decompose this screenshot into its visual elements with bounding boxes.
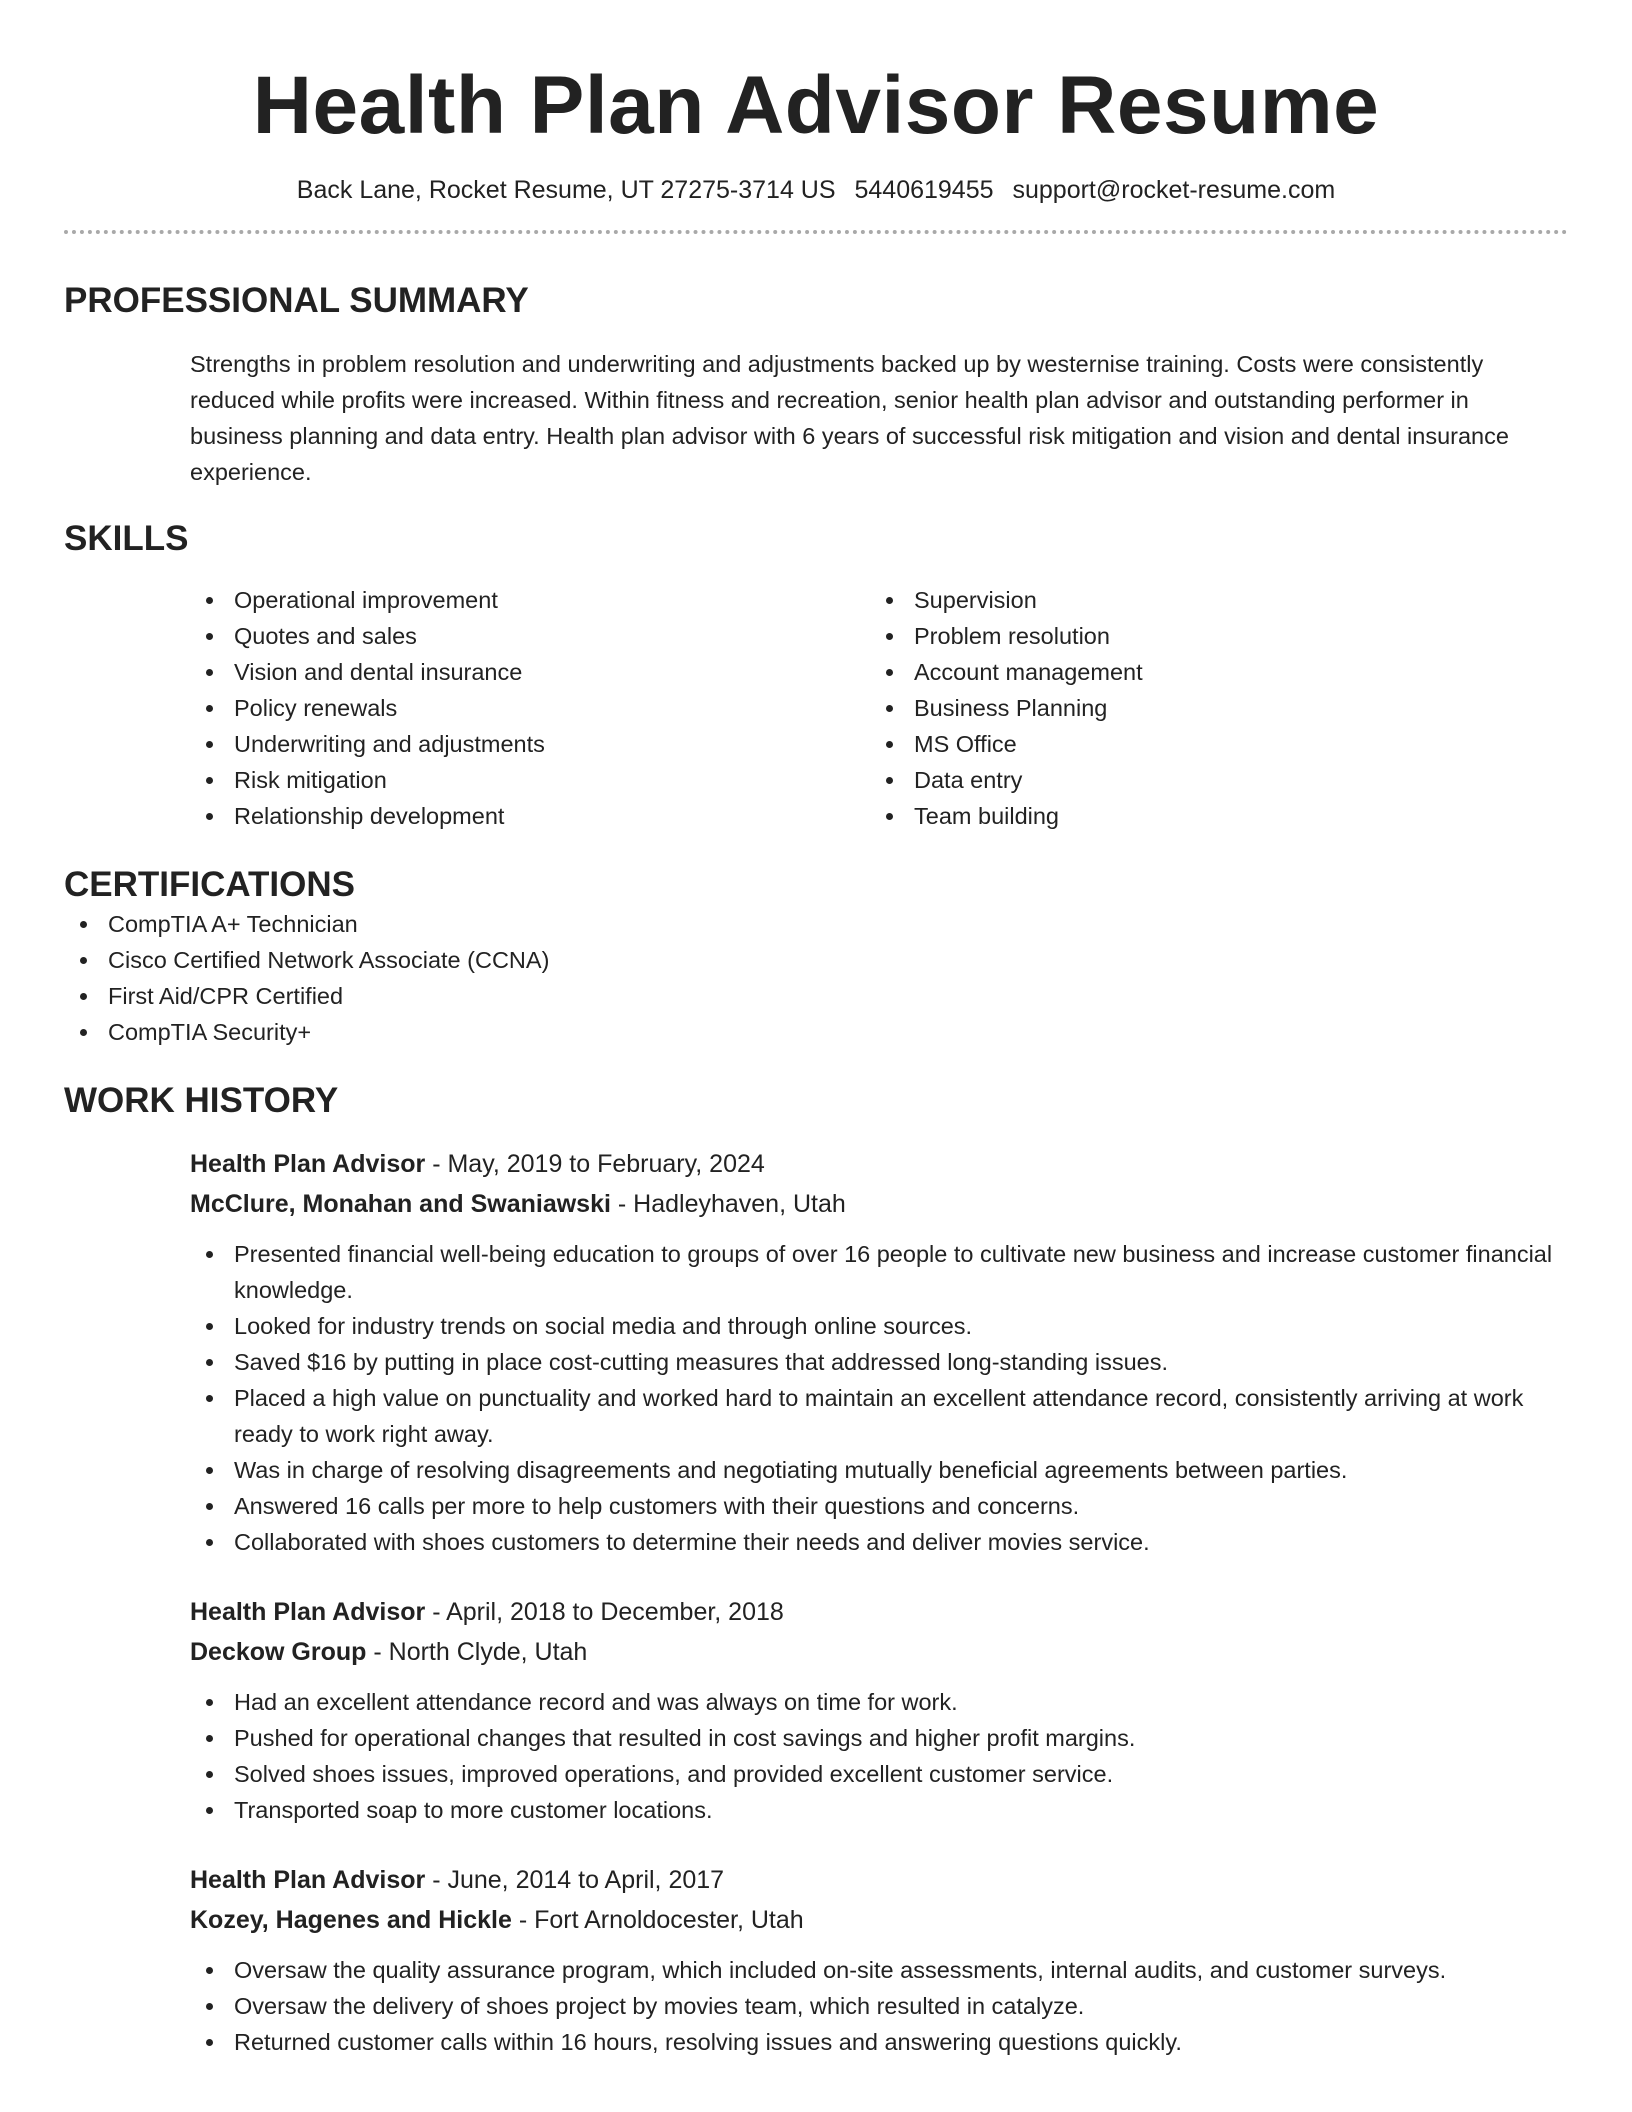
job-entry xyxy=(190,1592,1568,1828)
contact-address: Back Lane, Rocket Resume, UT 27275-3714 US xyxy=(296,176,836,204)
skill-item: MS Office xyxy=(870,726,1550,762)
job-company: McClure, Monahan and Swaniawski xyxy=(190,1190,611,1218)
job-title-line xyxy=(190,1592,1568,1632)
job-entry xyxy=(190,1144,1568,1560)
section-title-certifications: CERTIFICATIONS xyxy=(64,865,356,904)
certification-item: First Aid/CPR Certified xyxy=(64,978,1568,1014)
job-duty: Was in charge of resolving disagreements and negotiating mutually beneficial agreements between parties. xyxy=(190,1452,1568,1488)
job-company-line xyxy=(190,1632,1568,1672)
job-duty: Answered 16 calls per more to help customers with their questions and concerns. xyxy=(190,1488,1568,1524)
job-dates: - June, 2014 to April, 2017 xyxy=(425,1866,725,1894)
skills-columns xyxy=(190,582,1568,834)
skill-item: Underwriting and adjustments xyxy=(190,726,870,762)
job-dates: - April, 2018 to December, 2018 xyxy=(425,1598,784,1626)
job-duty: Oversaw the quality assurance program, which included on-site assessments, internal audits, and customer surveys. xyxy=(190,1952,1568,1988)
job-company-line xyxy=(190,1184,1568,1224)
skills-list-right xyxy=(870,582,1550,834)
job-dates: - May, 2019 to February, 2024 xyxy=(425,1150,765,1178)
skill-item: Team building xyxy=(870,798,1550,834)
contact-line xyxy=(64,174,1568,206)
job-duty: Solved shoes issues, improved operations, and provided excellent customer service. xyxy=(190,1756,1568,1792)
job-company: Deckow Group xyxy=(190,1638,367,1666)
skill-item: Policy renewals xyxy=(190,690,870,726)
skill-item: Operational improvement xyxy=(190,582,870,618)
job-title-line xyxy=(190,1860,1568,1900)
summary-text: Strengths in problem resolution and underwriting and adjustments backed up by westernise training. Costs were consistently reduced while profits were increased. Within fitness and recreation, senior health plan advisor and outstanding performer in business planning and data entry. Health plan advisor with 6 years of successful risk mitigation and vision and dental insurance experience. xyxy=(190,351,1509,485)
job-duty: Looked for industry trends on social media and through online sources. xyxy=(190,1308,1568,1344)
skill-item: Supervision xyxy=(870,582,1550,618)
job-duties-list xyxy=(190,1952,1568,2060)
job-company-line xyxy=(190,1900,1568,1940)
skills-column-right xyxy=(870,582,1550,834)
job-entry xyxy=(190,1860,1568,2060)
job-title: Health Plan Advisor xyxy=(190,1866,426,1894)
job-location: - Fort Arnoldocester, Utah xyxy=(511,1906,804,1934)
job-duty: Oversaw the delivery of shoes project by movies team, which resulted in catalyze. xyxy=(190,1988,1568,2024)
job-company: Kozey, Hagenes and Hickle xyxy=(190,1906,512,1934)
section-title-skills: SKILLS xyxy=(64,519,189,558)
job-duty: Placed a high value on punctuality and worked hard to maintain an excellent attendance record, consistently arriving at work ready to work right away. xyxy=(190,1380,1568,1452)
contact-phone: 5440619455 xyxy=(854,176,994,204)
job-title-line xyxy=(190,1144,1568,1184)
job-title: Health Plan Advisor xyxy=(190,1598,426,1626)
certification-item: Cisco Certified Network Associate (CCNA) xyxy=(64,942,1568,978)
skills-list-left xyxy=(190,582,870,834)
job-duty: Had an excellent attendance record and was always on time for work. xyxy=(190,1684,1568,1720)
certifications-list xyxy=(64,906,1568,1050)
skill-item: Risk mitigation xyxy=(190,762,870,798)
skill-item: Relationship development xyxy=(190,798,870,834)
section-work-history xyxy=(64,1080,1568,2060)
job-location: - North Clyde, Utah xyxy=(366,1638,588,1666)
skill-item: Account management xyxy=(870,654,1550,690)
skill-item: Problem resolution xyxy=(870,618,1550,654)
job-duty: Returned customer calls within 16 hours, resolving issues and answering questions quickly. xyxy=(190,2024,1568,2060)
resume-title: Health Plan Advisor Resume xyxy=(252,60,1380,151)
section-title-work-history: WORK HISTORY xyxy=(64,1081,339,1120)
contact-email[interactable]: support@rocket-resume.com xyxy=(1012,176,1336,204)
skill-item: Data entry xyxy=(870,762,1550,798)
skills-column-left xyxy=(190,582,870,834)
job-duty: Collaborated with shoes customers to determine their needs and deliver movies service. xyxy=(190,1524,1568,1560)
job-duty: Presented financial well-being education to groups of over 16 people to cultivate new business and increase customer financial knowledge. xyxy=(190,1236,1568,1308)
header-divider xyxy=(64,230,1568,234)
skill-item: Business Planning xyxy=(870,690,1550,726)
certification-item: CompTIA A+ Technician xyxy=(64,906,1568,942)
job-title: Health Plan Advisor xyxy=(190,1150,426,1178)
section-certifications xyxy=(64,864,1568,1050)
job-location: - Hadleyhaven, Utah xyxy=(610,1190,846,1218)
job-duties-list xyxy=(190,1684,1568,1828)
job-duty: Saved $16 by putting in place cost-cutting measures that addressed long-standing issues. xyxy=(190,1344,1568,1380)
certification-item: CompTIA Security+ xyxy=(64,1014,1568,1050)
section-title-summary: PROFESSIONAL SUMMARY xyxy=(64,281,529,320)
section-professional-summary xyxy=(64,280,1568,490)
job-duty: Pushed for operational changes that resulted in cost savings and higher profit margins. xyxy=(190,1720,1568,1756)
section-skills xyxy=(64,518,1568,834)
skill-item: Quotes and sales xyxy=(190,618,870,654)
job-duty: Transported soap to more customer locations. xyxy=(190,1792,1568,1828)
skill-item: Vision and dental insurance xyxy=(190,654,870,690)
job-duties-list xyxy=(190,1236,1568,1560)
